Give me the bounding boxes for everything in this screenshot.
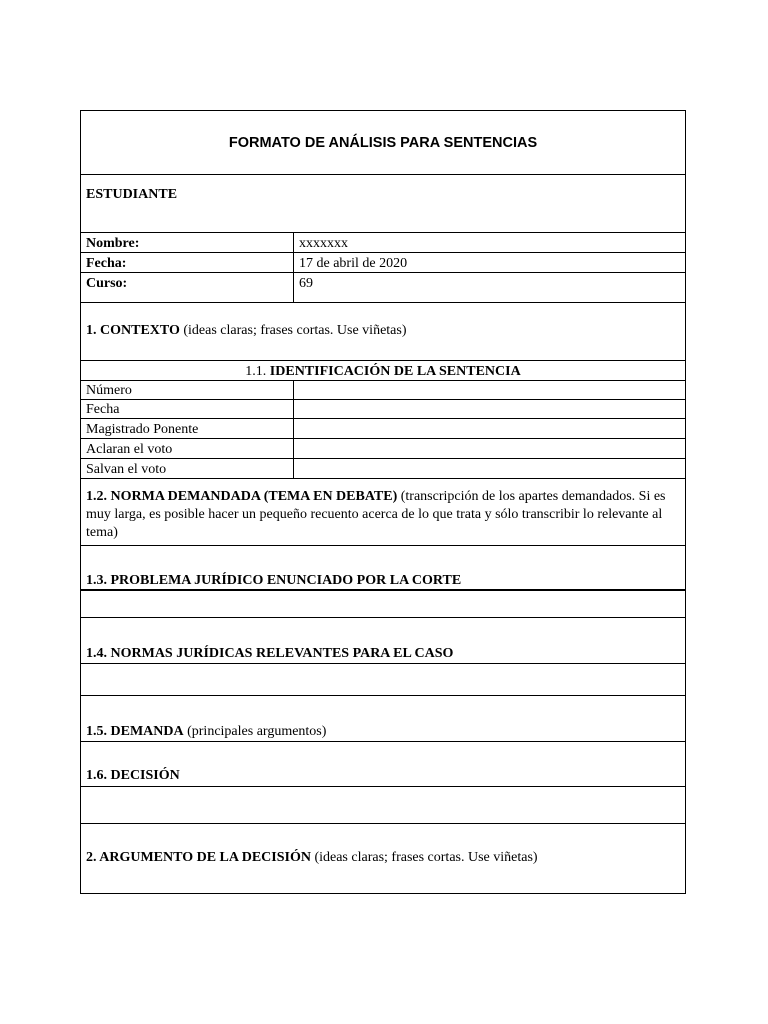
identification-prefix: 1.1. — [245, 364, 270, 379]
argumento-title: 2. ARGUMENTO DE LA DECISIÓN — [86, 850, 311, 865]
identification-label: Magistrado Ponente — [81, 419, 294, 438]
identification-value-cell[interactable] — [294, 381, 685, 399]
normas-row — [81, 618, 685, 664]
field-row-fecha — [81, 253, 685, 273]
context-row — [81, 303, 685, 361]
form-title-row — [81, 111, 685, 175]
problema-row — [81, 546, 685, 591]
problema-answer-row[interactable] — [81, 591, 685, 618]
context-title: 1. CONTEXTO — [86, 323, 180, 338]
norma-heading — [81, 479, 685, 545]
demanda-title: 1.5. DEMANDA — [86, 724, 184, 739]
form-title: FORMATO DE ANÁLISIS PARA SENTENCIAS — [228, 134, 538, 151]
decision-answer-row[interactable] — [81, 787, 685, 824]
identification-label: Fecha — [81, 400, 294, 418]
identification-label: Número — [81, 381, 294, 399]
normas-answer-row[interactable] — [81, 664, 685, 696]
identification-value-cell[interactable] — [294, 419, 685, 438]
field-label: Curso: — [81, 273, 294, 302]
identification-value-cell[interactable] — [294, 400, 685, 418]
identification-item-row — [81, 381, 685, 400]
analysis-form-table — [80, 110, 686, 894]
identification-label: Aclaran el voto — [81, 439, 294, 458]
identification-value-cell[interactable] — [294, 439, 685, 458]
field-row-nombre — [81, 233, 685, 253]
identification-item-row — [81, 400, 685, 419]
decision-row — [81, 742, 685, 787]
norma-title: 1.2. NORMA DEMANDADA (TEMA EN DEBATE) — [86, 489, 398, 504]
student-section-row — [81, 175, 685, 233]
field-value[interactable]: xxxxxxx — [299, 236, 348, 251]
identification-value-cell[interactable] — [294, 459, 685, 478]
field-value[interactable]: 69 — [299, 276, 313, 291]
demanda-note: (principales argumentos) — [183, 724, 327, 739]
demanda-heading — [81, 696, 685, 741]
identification-row — [81, 361, 685, 381]
identification-heading — [81, 361, 685, 380]
context-heading — [81, 303, 685, 360]
identification-item-row — [81, 439, 685, 459]
argumento-heading — [81, 824, 685, 892]
identification-item-row — [81, 419, 685, 439]
argumento-note: (ideas claras; frases cortas. Use viñetas) — [310, 850, 538, 865]
identification-label: Salvan el voto — [81, 459, 294, 478]
normas-heading: 1.4. NORMAS JURÍDICAS RELEVANTES PARA EL CASO — [86, 646, 454, 661]
norma-row — [81, 479, 685, 546]
field-label: Fecha: — [81, 253, 294, 272]
identification-title: IDENTIFICACIÓN DE LA SENTENCIA — [269, 364, 521, 379]
field-value[interactable]: 17 de abril de 2020 — [299, 256, 408, 271]
field-label: Nombre: — [81, 233, 294, 252]
argumento-row — [81, 824, 685, 892]
identification-item-row — [81, 459, 685, 479]
problema-heading: 1.3. PROBLEMA JURÍDICO ENUNCIADO POR LA CORTE — [86, 573, 462, 588]
demanda-row — [81, 696, 685, 742]
field-row-curso — [81, 273, 685, 303]
student-section-heading: ESTUDIANTE — [86, 187, 178, 202]
norma-note: (transcripción de los apartes demandados. Si es muy larga, es posible hacer un pequeño recuento acerca de lo que trata y sólo transcribir lo relevante al tema) — [86, 489, 670, 540]
context-note: (ideas claras; frases cortas. Use viñetas) — [179, 323, 407, 338]
decision-heading: 1.6. DECISIÓN — [86, 768, 180, 783]
